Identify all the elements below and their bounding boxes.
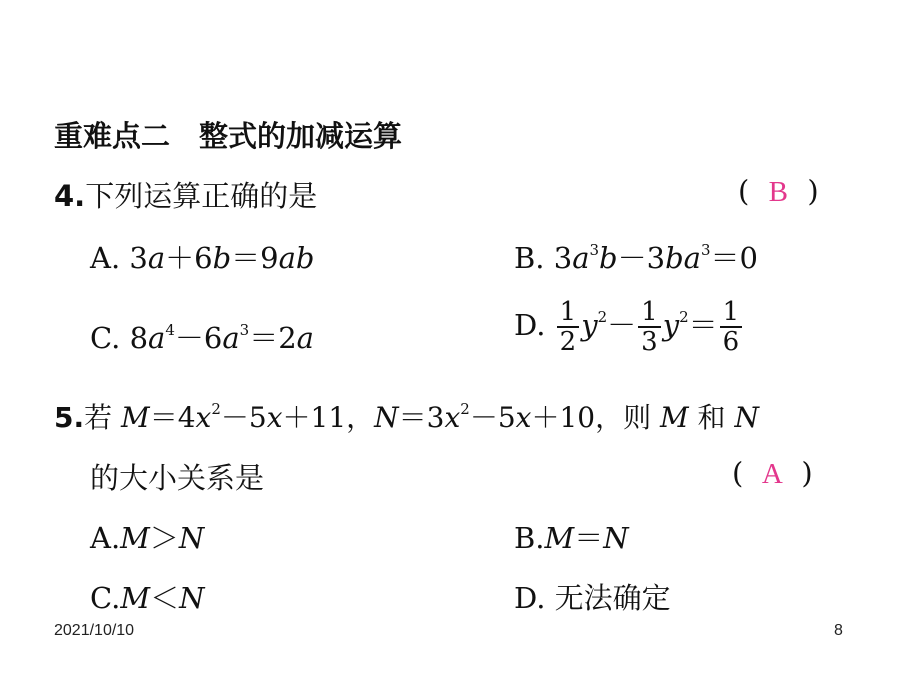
question-4-text: 下列运算正确的是 (85, 179, 318, 213)
question-4-option-d (514, 298, 744, 356)
term: ＞ (149, 521, 179, 555)
var: b (212, 241, 232, 275)
var: ab (278, 241, 315, 275)
option-label: D. (514, 308, 546, 342)
option-label: D. (514, 581, 546, 615)
var: a (572, 241, 590, 275)
var: M (121, 401, 150, 434)
term: ＝2 (249, 321, 297, 355)
numerator: 1 (720, 298, 743, 328)
text: 若 (84, 401, 122, 434)
var: N (178, 521, 205, 555)
term: ＜ (150, 581, 180, 615)
denominator: 6 (722, 327, 740, 357)
var: N (603, 521, 629, 555)
question-5-option-a (90, 516, 204, 557)
paren-close: ) (807, 174, 819, 208)
term: ＋11， (282, 401, 375, 434)
var: M (120, 581, 151, 615)
footer-date: 2021/10/10 (54, 622, 135, 639)
option-label: A. (90, 241, 121, 275)
exponent: 4 (165, 321, 175, 339)
var: a (147, 241, 166, 275)
var: x (444, 401, 461, 434)
denominator: 2 (559, 327, 577, 357)
var: a (296, 321, 314, 355)
term: ＋10，则 (531, 401, 660, 434)
question-4-stem (54, 174, 317, 215)
var: N (374, 401, 399, 434)
var: N (734, 401, 759, 434)
numerator: 1 (638, 298, 661, 328)
term: 3 (553, 241, 573, 275)
term: －5 (220, 401, 267, 434)
exponent: 3 (700, 241, 711, 259)
question-4-number: 4. (54, 179, 86, 213)
var: x (195, 401, 212, 434)
question-5-option-d (514, 576, 671, 617)
option-text: 无法确定 (554, 581, 671, 615)
question-5-option-b (514, 516, 629, 557)
question-5-stem-line1 (54, 396, 759, 436)
term: ＝0 (710, 241, 758, 275)
term: 8 (129, 321, 149, 355)
exponent: 3 (239, 321, 250, 339)
page-number: 8 (834, 622, 843, 639)
var: b (599, 241, 618, 275)
exponent: 2 (679, 308, 689, 326)
var: N (179, 581, 205, 615)
term: －6 (174, 321, 223, 355)
paren-open: ( (738, 174, 750, 208)
section-title: 重难点二 整式的加减运算 (54, 119, 403, 153)
var: ba (665, 241, 701, 275)
var: y (662, 308, 680, 342)
term: ＝9 (231, 241, 279, 275)
var: M (120, 521, 150, 555)
option-label: C. (90, 581, 121, 615)
question-5-number: 5. (54, 401, 85, 434)
var: x (515, 401, 532, 434)
fraction (638, 298, 661, 356)
numerator: 1 (557, 298, 580, 328)
term: ＝ (574, 521, 604, 555)
question-5-option-c (90, 576, 204, 617)
text: 和 (688, 401, 735, 434)
fraction (720, 298, 743, 356)
term: ＋6 (165, 241, 213, 275)
option-label: A. (90, 521, 121, 555)
term: － (607, 308, 637, 342)
question-4-answer-box (738, 174, 819, 209)
exponent: 2 (460, 400, 470, 418)
paren-open: ( (732, 456, 744, 490)
term: ＝ (688, 308, 718, 342)
var: x (266, 401, 283, 434)
term: ＝4 (149, 401, 196, 434)
denominator: 3 (641, 327, 658, 357)
option-label: C. (90, 321, 121, 355)
question-4-option-c (90, 316, 314, 357)
fraction (557, 298, 580, 356)
option-label: B. (514, 521, 545, 555)
var: y (581, 308, 598, 342)
option-label: B. (514, 241, 545, 275)
exponent: 3 (589, 241, 600, 259)
var: M (544, 521, 575, 555)
term: 3 (129, 241, 148, 275)
paren-close: ) (801, 456, 813, 490)
question-5-stem-line2: 的大小关系是 (90, 461, 265, 495)
question-5-answer: A (761, 458, 783, 490)
term: －5 (469, 401, 516, 434)
question-4-option-a (90, 236, 314, 277)
term: －3 (617, 241, 666, 275)
var: a (222, 321, 240, 355)
question-4-answer: B (768, 176, 788, 208)
var: M (659, 401, 689, 434)
question-4-option-b (514, 236, 758, 277)
term: ＝3 (398, 401, 445, 434)
exponent: 2 (597, 308, 608, 326)
exponent: 2 (211, 400, 221, 418)
question-5-answer-box (732, 456, 813, 491)
var: a (148, 321, 166, 355)
